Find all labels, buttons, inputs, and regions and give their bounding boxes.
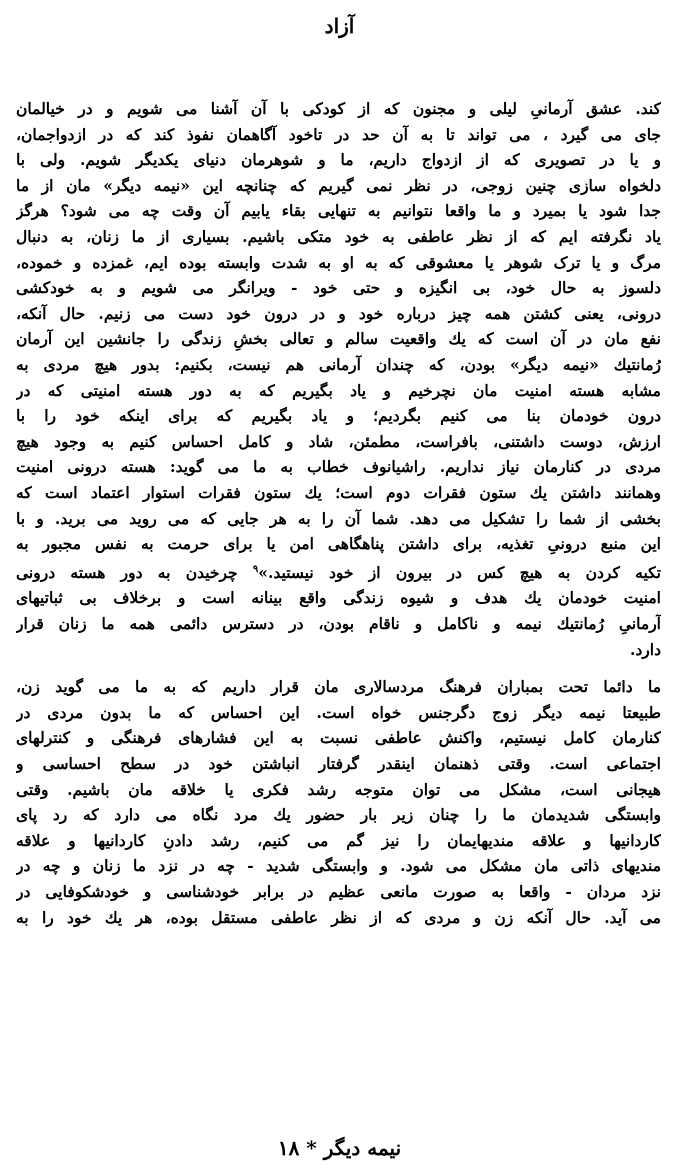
text-line: بخشی از شما را تشکیل می دهد. شما آن را به هر جایی که می روید می برید. و با <box>16 508 661 528</box>
page-footer: نیمه دیگر * ۱۸ <box>277 1136 402 1160</box>
text-line: مرگ و یا ترک شوهر یا معشوقی که به او به شدت وابسته بوده ایم، غمزده و خموده، <box>16 252 661 272</box>
text-line: می آید. حال آنکه زن و مردی که از نظر عاطفی مستقل بوده، هر یك خود را به <box>16 907 661 927</box>
text-line: نفع مان در آن است که یك واقعیت سالم و تعالی بخشِ زندگی را جانشین این آرمان <box>16 329 661 349</box>
text-line: ما دائما تحت بمباران فرهنگ مردسالاری مان قرار داریم که به ما می گوید زن، <box>16 677 661 697</box>
text-line: آرمانیِ رُمانتیك نیمه و ناکامل و ناقام بودن، در دسترس دائمی همه ما زنان قرار <box>16 614 661 634</box>
text-line: درونی، یعنی کشتن همه چیز درباره خود و در درون خود دست می زنیم. حال آنکه، <box>16 303 661 323</box>
text-line: کند. عشق آرمانیِ لیلی و مجنون که از کودکی با آن آشنا می شویم و در خیالمان <box>16 99 661 118</box>
text-line: امنیت خودمان یك هدف و شیوه زندگی واقع بینانه است و برخلاف بی ثباتیهای <box>16 588 661 608</box>
text-line: کنارمان کامل نیستیم، واکنش عاطفی نسبت به این فشارهای فرهنگی و کنترلهای <box>16 728 661 748</box>
text-line: رُمانتیك «نیمه دیگر» بودن، که چندان آرمانی هم نیست، بکنیم: بدور هیچ مردی به <box>16 354 661 374</box>
text-line: وابستگی شدیدمان ما را چنان زیر بار حضور يك مرد نگاه می دارد که رد پای <box>16 805 661 825</box>
text-line: و یا در تصویری که از ازدواج داریم، ما و شوهرمان دنیای یکدیگر شویم. ولی با <box>16 150 661 170</box>
text-line: اجتماعی است. وقتی ذهنمان اینقدر گرفتار انباشتن خود در سطح احساسی و <box>16 754 661 773</box>
text-line: مشابه هسته امنیت مان نچرخیم و یاد بگیریم که به دور هسته امنیتی که در <box>16 380 661 400</box>
text-line: دارد. <box>630 639 661 659</box>
text-line: دلخواه سازی چنین زوجی، در نظر نمی گیریم که چنانچه این «نیمه دیگر» مان از ما <box>16 175 661 195</box>
text-line: وهمانند داشتن يك ستون فقرات دوم است؛ يك ستون فقرات استوار اعتماد است که <box>16 482 661 502</box>
paragraph-gap <box>16 662 661 674</box>
text-line: هیجانی است، مشکل می توان متوجه رشد فکری یا خلاقه مان باشیم. وقتی <box>16 779 661 799</box>
text-line: مردی در کنارمان نیاز نداریم. راشیانوف خطاب به ما می گوید: هسته درونی امنیت <box>16 457 661 477</box>
text-segment: تکیه کردن به هیچ کس در بیرون از خود نیستید.» <box>258 562 661 582</box>
text-segment: چرخیدن به دور هسته درونی <box>16 562 253 582</box>
body-text <box>16 96 661 930</box>
text-line-with-footnote <box>16 557 661 586</box>
page-header-title: آزاد <box>324 14 355 38</box>
footnote-marker: ۹ <box>252 563 259 575</box>
paragraph-1 <box>16 96 661 662</box>
paragraph-2 <box>16 674 661 930</box>
text-line: جای می گیرد ، می تواند تا به آن حد در تاخود آگاهمان نفوذ کند که در ازدواجمان، <box>16 124 661 144</box>
text-line: درون خودمان بنا می کنیم بگردیم؛ و یاد بگیریم که برای اینکه خود را با <box>16 406 661 426</box>
text-line: طبیعتا نیمه دیگر زوج دگرجنس خواه است. این احساس که ما بدون مردی در <box>16 702 661 722</box>
text-line: ارزش، دوست داشتنی، بافراست، مطمئن، شاد و کامل احساس کنیم به وجود هیچ <box>16 431 661 451</box>
text-line: جدا شود یا بمیرد و ما واقعا نتوانیم به تنهایی بقاء یابیم آن وقت چه می شود؟ هرگز <box>16 201 661 221</box>
text-line: نزد مردان - واقعا به صورت مانعی عظیم در برابر خودشناسی و خودشکوفایی در <box>16 881 661 901</box>
text-line: یاد نگرفته ایم که از نظر عاطفی به خود متکی باشیم. بسیاری از ما زنان، به دنبال <box>16 226 661 246</box>
text-line: این منبع درونیِ تغذیه، برای داشتن پناهگاهی امن یا برای حرمت به نفس مجبور به <box>16 534 661 554</box>
text-line: کاردانیها و علاقه مندیهایمان را نیز گم می کنیم، رشد دادنِ کاردانیها و علاقه <box>16 830 661 850</box>
text-line: دلسوز به حال خود، بی انگیزه و حتی خود - ویرانگر می شویم و به خودکشی <box>16 278 661 298</box>
text-line: مندیهای ذاتی مان مشکل می شود. و وابستگی شدید - چه در نزد ما زنان و چه در <box>16 856 661 876</box>
